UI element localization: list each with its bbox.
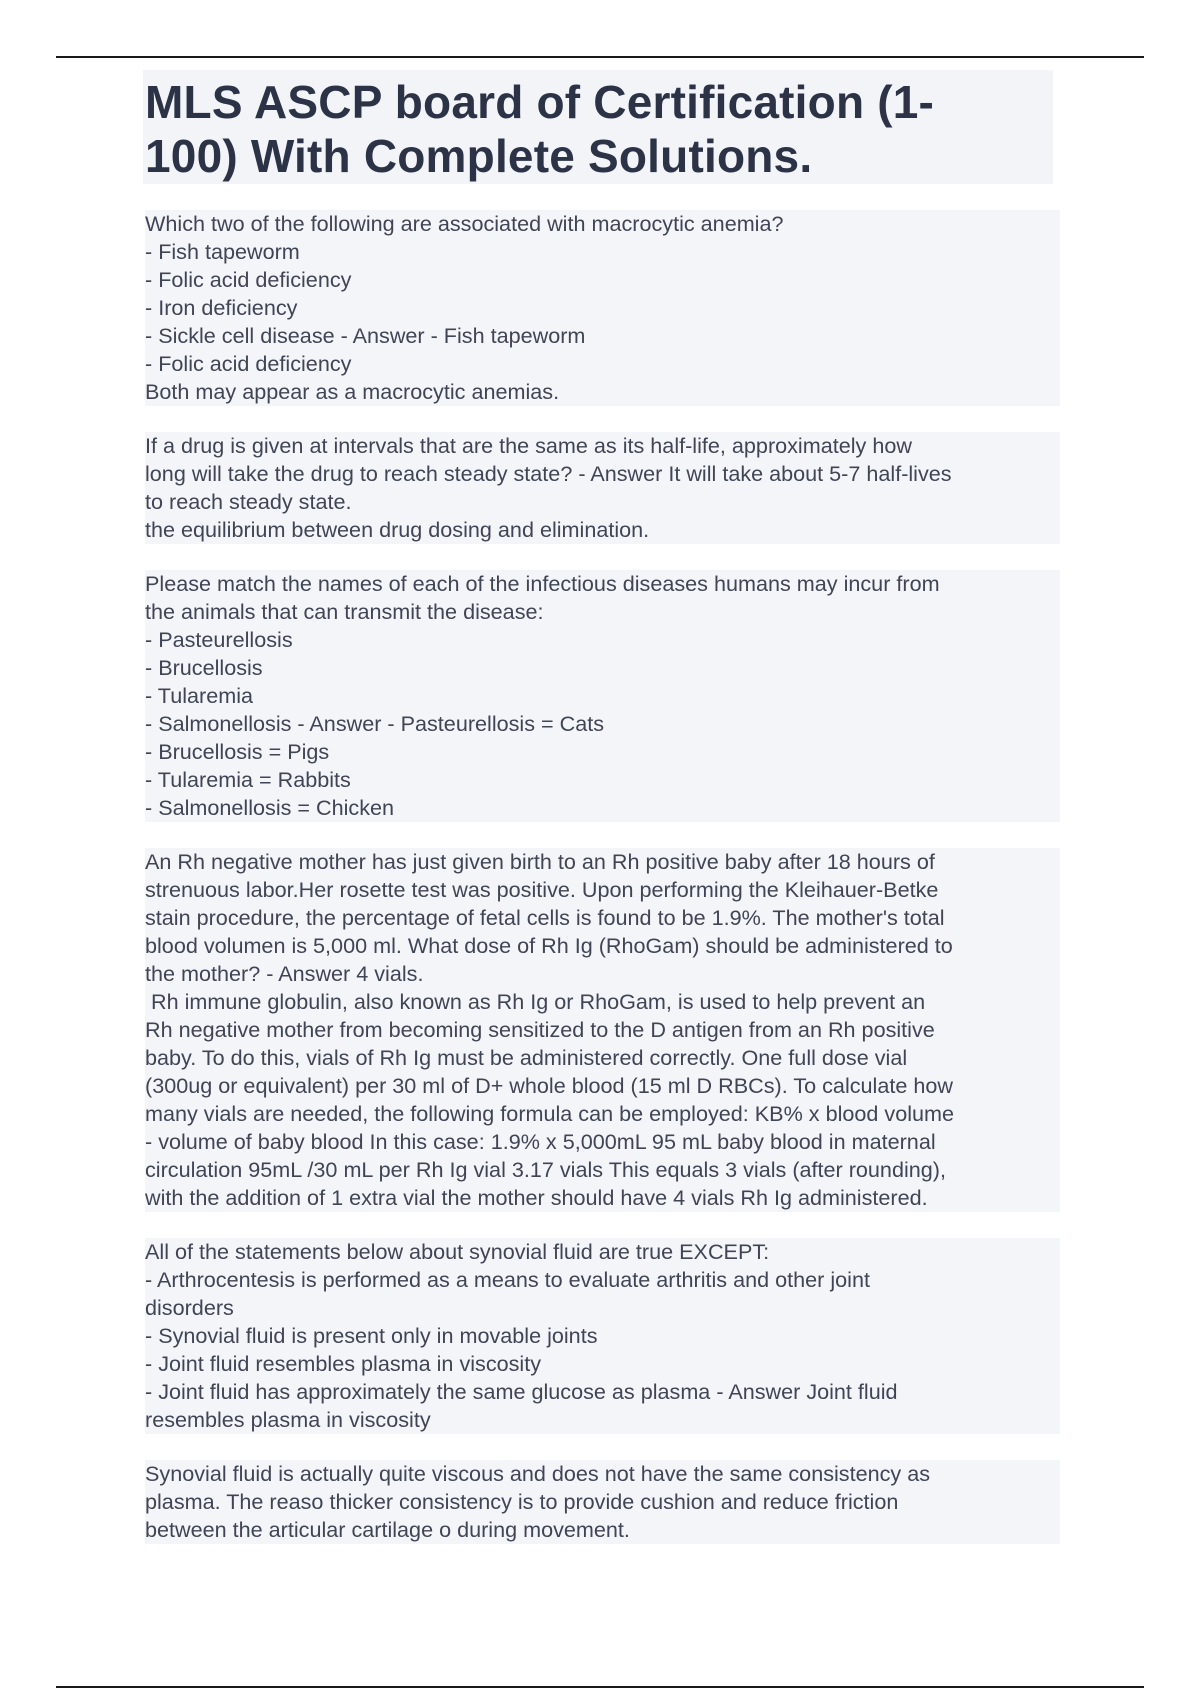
option-item: - Arthrocentesis is performed as a means to evaluate arthritis and other joint xyxy=(145,1266,1060,1294)
answer-line: - Salmonellosis = Chicken xyxy=(145,794,1060,822)
question-text: the animals that can transmit the disease: xyxy=(145,598,1060,626)
explanation-line: the equilibrium between drug dosing and elimination. xyxy=(145,516,1060,544)
explanation-line: (300ug or equivalent) per 30 ml of D+ whole blood (15 ml D RBCs). To calculate how xyxy=(145,1072,1060,1100)
title-line: 100) With Complete Solutions. xyxy=(145,130,813,182)
option-item: - Brucellosis xyxy=(145,654,1060,682)
question-text: Please match the names of each of the infectious diseases humans may incur from xyxy=(145,570,1060,598)
explanation-line: between the articular cartilage o during movement. xyxy=(145,1516,1060,1544)
question-text: All of the statements below about synovial fluid are true EXCEPT: xyxy=(145,1238,1060,1266)
question-block xyxy=(145,848,1060,1212)
title-block xyxy=(143,70,1053,184)
question-text: stain procedure, the percentage of fetal cells is found to be 1.9%. The mother's total xyxy=(145,904,1060,932)
document-title xyxy=(143,70,1053,183)
title-line: MLS ASCP board of Certification (1- xyxy=(145,76,935,128)
answer-line: resembles plasma in viscosity xyxy=(145,1406,1060,1434)
question-block xyxy=(145,1238,1060,1434)
answer-line: - Folic acid deficiency xyxy=(145,350,1060,378)
option-item: - Tularemia xyxy=(145,682,1060,710)
explanation-line: baby. To do this, vials of Rh Ig must be administered correctly. One full dose vial xyxy=(145,1044,1060,1072)
option-item: disorders xyxy=(145,1294,1060,1322)
option-item: - Iron deficiency xyxy=(145,294,1060,322)
option-answer-line: - Salmonellosis - Answer - Pasteurellosis = Cats xyxy=(145,710,1060,738)
question-text: blood volumen is 5,000 ml. What dose of Rh Ig (RhoGam) should be administered to xyxy=(145,932,1060,960)
question-block xyxy=(145,432,1060,544)
option-item: - Folic acid deficiency xyxy=(145,266,1060,294)
explanation-line: - volume of baby blood In this case: 1.9% x 5,000mL 95 mL baby blood in maternal xyxy=(145,1128,1060,1156)
option-item: - Fish tapeworm xyxy=(145,238,1060,266)
explanation-line: Both may appear as a macrocytic anemias. xyxy=(145,378,1060,406)
explanation-line: Rh negative mother from becoming sensitized to the D antigen from an Rh positive xyxy=(145,1016,1060,1044)
explanation-line: many vials are needed, the following formula can be employed: KB% x blood volume xyxy=(145,1100,1060,1128)
question-block xyxy=(145,210,1060,406)
option-answer-line: - Joint fluid has approximately the same glucose as plasma - Answer Joint fluid xyxy=(145,1378,1060,1406)
option-item: - Pasteurellosis xyxy=(145,626,1060,654)
question-block xyxy=(145,570,1060,822)
question-text: strenuous labor.Her rosette test was positive. Upon performing the Kleihauer-Betke xyxy=(145,876,1060,904)
answer-line: to reach steady state. xyxy=(145,488,1060,516)
question-text: An Rh negative mother has just given birth to an Rh positive baby after 18 hours of xyxy=(145,848,1060,876)
answer-line: - Brucellosis = Pigs xyxy=(145,738,1060,766)
explanation-line: plasma. The reaso thicker consistency is to provide cushion and reduce friction xyxy=(145,1488,1060,1516)
question-text: Which two of the following are associated with macrocytic anemia? xyxy=(145,210,1060,238)
question-answer-line: the mother? - Answer 4 vials. xyxy=(145,960,1060,988)
option-item: - Joint fluid resembles plasma in viscosity xyxy=(145,1350,1060,1378)
option-answer-line: - Sickle cell disease - Answer - Fish tapeworm xyxy=(145,322,1060,350)
document-body xyxy=(145,210,1060,1570)
explanation-block xyxy=(145,1460,1060,1544)
option-item: - Synovial fluid is present only in movable joints xyxy=(145,1322,1060,1350)
answer-line: - Tularemia = Rabbits xyxy=(145,766,1060,794)
explanation-line: circulation 95mL /30 mL per Rh Ig vial 3.17 vials This equals 3 vials (after rounding), xyxy=(145,1156,1060,1184)
explanation-line: Rh immune globulin, also known as Rh Ig or RhoGam, is used to help prevent an xyxy=(145,988,1060,1016)
bottom-rule xyxy=(56,1686,1144,1688)
question-answer-line: long will take the drug to reach steady state? - Answer It will take about 5-7 half-lives xyxy=(145,460,1060,488)
explanation-line: Synovial fluid is actually quite viscous and does not have the same consistency as xyxy=(145,1460,1060,1488)
question-text: If a drug is given at intervals that are the same as its half-life, approximately how xyxy=(145,432,1060,460)
explanation-line: with the addition of 1 extra vial the mother should have 4 vials Rh Ig administered. xyxy=(145,1184,1060,1212)
top-rule xyxy=(56,56,1144,58)
